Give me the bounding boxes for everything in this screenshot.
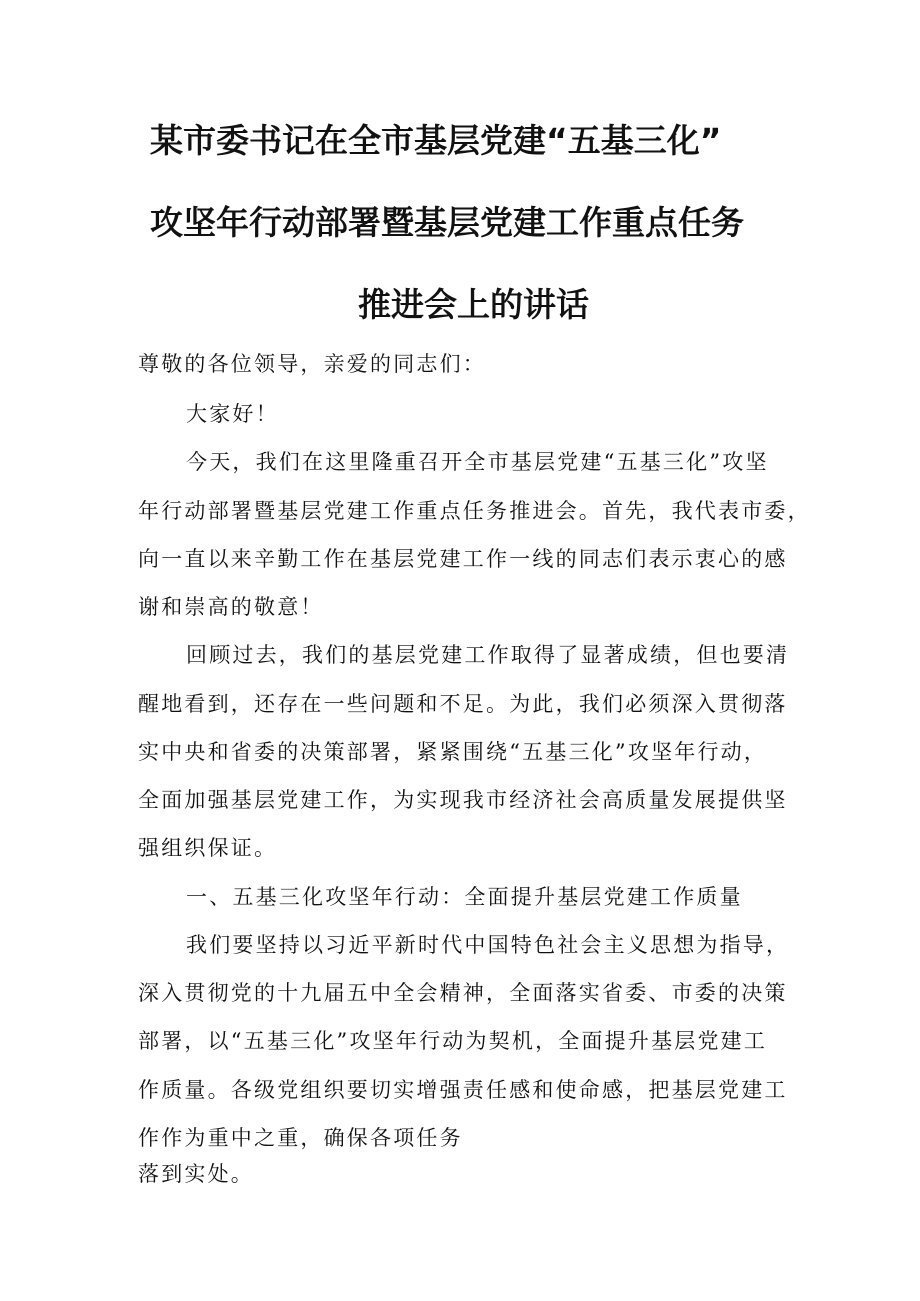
paragraph-3-line: 作作为重中之重，确保各项任务 <box>138 1126 463 1150</box>
paragraph-3-line: 部署，以“五基三化”攻坚年行动为契机，全面提升基层党建工 <box>138 1029 768 1053</box>
paragraph-1-line: 谢和崇高的敬意！ <box>138 595 324 619</box>
paragraph-3-line: 深入贯彻党的十九届五中全会精神，全面落实省委、市委的决策 <box>138 981 788 1005</box>
salutation: 尊敬的各位领导，亲爱的同志们： <box>138 352 486 376</box>
document-title-line-3: 推进会上的讲话 <box>358 285 589 324</box>
section-heading: 一、五基三化攻坚年行动：全面提升基层党建工作质量 <box>186 885 743 909</box>
document-title-line-2: 攻坚年行动部署暨基层党建工作重点任务 <box>150 203 744 242</box>
paragraph-2-line: 实中央和省委的决策部署，紧紧围绕“五基三化”攻坚年行动， <box>138 740 768 764</box>
paragraph-1-line: 今天，我们在这里隆重召开全市基层党建“五基三化”攻坚 <box>186 450 769 474</box>
document-title-line-1: 某市委书记在全市基层党建“五基三化” <box>150 121 722 160</box>
paragraph-2-line: 强组织保证。 <box>138 836 278 860</box>
paragraph-1-line: 向一直以来辛勤工作在基层党建工作一线的同志们表示衷心的感 <box>138 547 788 571</box>
paragraph-3-line: 落到实处。 <box>138 1162 254 1186</box>
paragraph-3-line: 我们要坚持以习近平新时代中国特色社会主义思想为指导， <box>186 933 790 957</box>
paragraph-1-line: 年行动部署暨基层党建工作重点任务推进会。首先，我代表市委， <box>138 499 811 523</box>
paragraph-2-line: 回顾过去，我们的基层党建工作取得了显著成绩，但也要清 <box>186 643 790 667</box>
paragraph-2-line: 全面加强基层党建工作，为实现我市经济社会高质量发展提供坚 <box>138 788 788 812</box>
paragraph-2-line: 醒地看到，还存在一些问题和不足。为此，我们必须深入贯彻落 <box>138 692 788 716</box>
paragraph-3-line: 作质量。各级党组织要切实增强责任感和使命感，把基层党建工 <box>138 1078 788 1102</box>
greeting: 大家好！ <box>186 402 279 426</box>
